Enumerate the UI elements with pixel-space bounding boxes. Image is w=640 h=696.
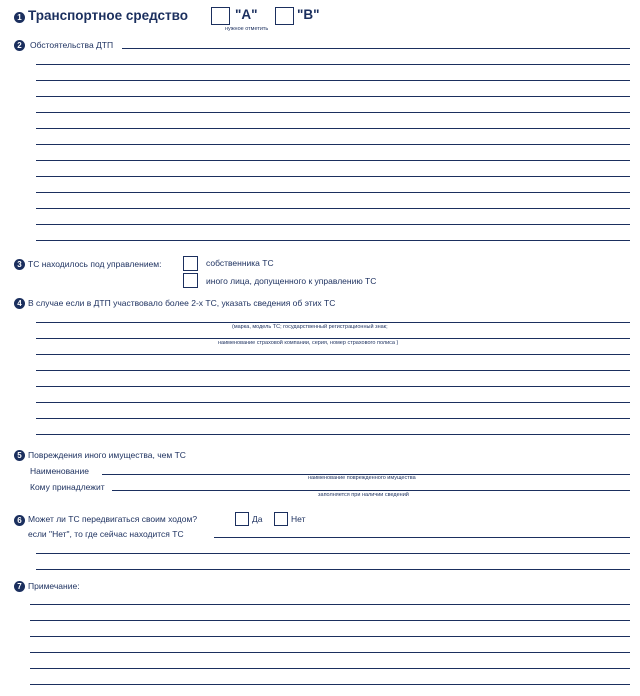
circumstances-line[interactable]: [36, 128, 630, 129]
section-6-number: 6: [14, 515, 25, 526]
circumstances-line[interactable]: [36, 160, 630, 161]
mark-hint: нужное отметить: [225, 26, 269, 32]
section-1-number: 1: [14, 12, 25, 23]
section-3-number: 3: [14, 259, 25, 270]
checkbox-yes[interactable]: [235, 512, 249, 526]
section-5-number: 5: [14, 450, 25, 461]
other-vehicles-line[interactable]: [36, 418, 630, 419]
section-4-number: 4: [14, 298, 25, 309]
vehicle-a-label: "А": [235, 7, 258, 22]
checkbox-driver-other[interactable]: [183, 273, 198, 288]
checkbox-vehicle-b[interactable]: [275, 7, 294, 25]
property-name-hint: наименование поврежденного имущества: [308, 475, 416, 481]
other-vehicles-line[interactable]: [36, 370, 630, 371]
circumstances-line[interactable]: [36, 208, 630, 209]
circumstances-label: Обстоятельства ДТП: [30, 40, 114, 50]
driver-label: ТС находилось под управлением:: [28, 259, 162, 269]
circumstances-line[interactable]: [122, 48, 630, 49]
property-name-label: Наименование: [30, 466, 89, 476]
circumstances-line[interactable]: [36, 176, 630, 177]
circumstances-line[interactable]: [36, 240, 630, 241]
notes-label: Примечание:: [28, 581, 80, 591]
driver-other-label: иного лица, допущенного к управлению ТС: [206, 276, 377, 286]
driver-owner-label: собственника ТС: [206, 258, 274, 268]
checkbox-no[interactable]: [274, 512, 288, 526]
other-vehicles-line[interactable]: [36, 338, 630, 339]
yes-label: Да: [252, 514, 263, 524]
other-vehicles-label: В случае если в ДТП участвовало более 2-х ТС, указать сведения об этих ТС: [28, 298, 336, 308]
can-move-label: Может ли ТС передвигаться своим ходом?: [28, 514, 198, 524]
other-vehicles-hint-2: наименование страховой компании, серия, номер страхового полиса ): [218, 340, 399, 346]
circumstances-line[interactable]: [36, 224, 630, 225]
checkbox-driver-owner[interactable]: [183, 256, 198, 271]
vehicle-title: Транспортное средство: [28, 8, 189, 23]
other-vehicles-hint-1: (марка, модель ТС; государственный регистрационный знак;: [232, 324, 388, 330]
notes-line[interactable]: [30, 636, 630, 637]
property-owner-label: Кому принадлежит: [30, 482, 105, 492]
circumstances-line[interactable]: [36, 112, 630, 113]
location-line[interactable]: [214, 537, 630, 538]
vehicle-b-label: "В": [297, 7, 320, 22]
property-owner-line[interactable]: [112, 490, 630, 491]
other-vehicles-line[interactable]: [36, 354, 630, 355]
other-vehicles-line[interactable]: [36, 402, 630, 403]
other-vehicles-line[interactable]: [36, 322, 630, 323]
notes-line[interactable]: [30, 684, 630, 685]
circumstances-line[interactable]: [36, 64, 630, 65]
location-line[interactable]: [36, 569, 630, 570]
checkbox-vehicle-a[interactable]: [211, 7, 230, 25]
notes-line[interactable]: [30, 604, 630, 605]
property-owner-hint: заполняется при наличии сведений: [318, 492, 409, 498]
notes-line[interactable]: [30, 668, 630, 669]
section-2-number: 2: [14, 40, 25, 51]
notes-line[interactable]: [30, 652, 630, 653]
location-label: если "Нет", то где сейчас находится ТС: [28, 529, 184, 539]
property-damage-label: Повреждения иного имущества, чем ТС: [28, 450, 186, 460]
section-7-number: 7: [14, 581, 25, 592]
location-line[interactable]: [36, 553, 630, 554]
circumstances-line[interactable]: [36, 80, 630, 81]
other-vehicles-line[interactable]: [36, 434, 630, 435]
circumstances-line[interactable]: [36, 144, 630, 145]
notes-line[interactable]: [30, 620, 630, 621]
circumstances-line[interactable]: [36, 96, 630, 97]
circumstances-line[interactable]: [36, 192, 630, 193]
no-label: Нет: [291, 514, 306, 524]
other-vehicles-line[interactable]: [36, 386, 630, 387]
